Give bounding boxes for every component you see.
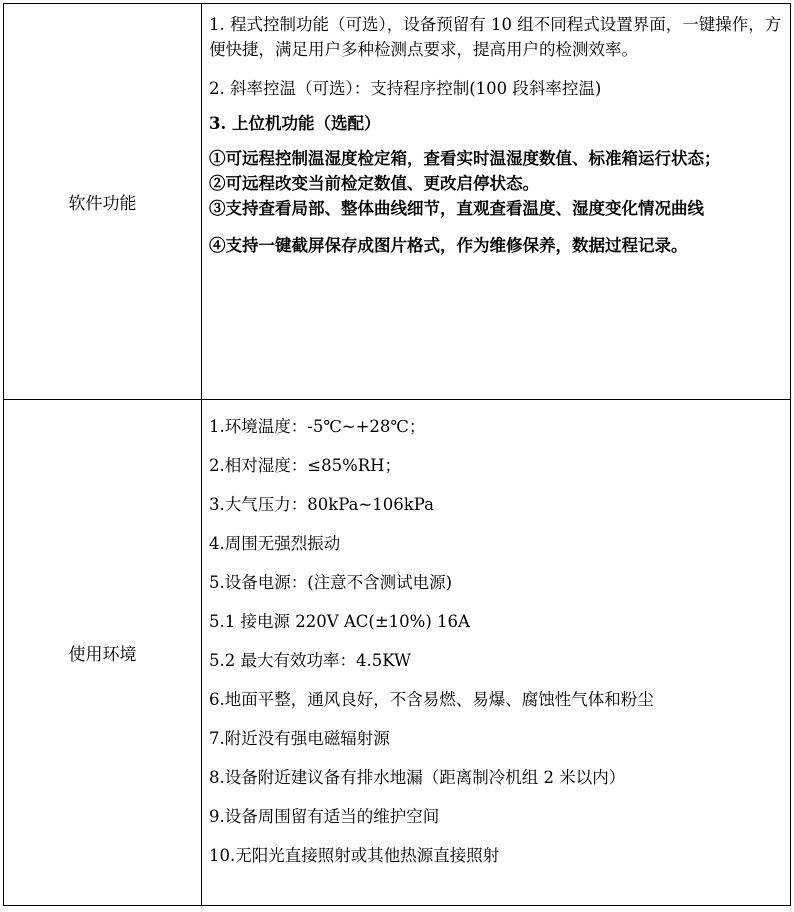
environment-item-max-power: 5.2 最大有效功率：4.5KW [209, 651, 411, 670]
software-item-slope-control: 2. 斜率控温（可选）：支持程序控制(100 段斜率控温) [209, 79, 602, 98]
software-item-curve-view: ③支持查看局部、整体曲线细节，直观查看温度、湿度变化情况曲线 [209, 199, 704, 218]
environment-item-humidity: 2.相对湿度：≤85%RH； [209, 456, 402, 475]
software-item-remote-control: ①可远程控制温湿度检定箱，查看实时温湿度数值、标准箱运行状态； [209, 149, 721, 168]
environment-item-ground: 6.地面平整，通风良好，不含易燃、易爆、腐蚀性气体和粉尘 [209, 690, 654, 709]
software-label: 软件功能 [4, 4, 202, 400]
environment-item-pressure: 3.大气压力：80kPa~106kPa [209, 495, 434, 514]
environment-row [4, 400, 791, 906]
software-item-host-function: 3. 上位机功能（选配） [209, 114, 381, 133]
environment-item-power-supply: 5.1 接电源 220V AC(±10%) 16A [209, 612, 470, 631]
environment-item-sunlight: 10.无阳光直接照射或其他热源直接照射 [209, 846, 500, 865]
environment-item-radiation: 7.附近没有强电磁辐射源 [209, 729, 390, 748]
environment-label: 使用环境 [4, 400, 202, 906]
software-content [202, 4, 791, 400]
software-item-remote-change: ②可远程改变当前检定数值、更改启停状态。 [209, 174, 539, 193]
software-row [4, 4, 791, 400]
software-item-program-control: 1. 程式控制功能（可选），设备预留有 10 组不同程式设置界面，一键操作，方便快捷，满足用户多种检测点要求，提高用户的检测效率。 [209, 15, 782, 59]
environment-item-temperature: 1.环境温度：-5℃~+28℃； [209, 417, 426, 436]
software-item-screenshot: ④支持一键截屏保存成图片格式，作为维修保养，数据过程记录。 [209, 236, 688, 255]
environment-item-drain: 8.设备附近建议备有排水地漏（距离制冷机组 2 米以内） [209, 768, 626, 787]
environment-content [202, 400, 791, 906]
spec-table [3, 3, 791, 906]
environment-item-vibration: 4.周围无强烈振动 [209, 534, 341, 553]
environment-item-maintenance-space: 9.设备周围留有适当的维护空间 [209, 807, 440, 826]
environment-item-power: 5.设备电源：(注意不含测试电源) [209, 573, 453, 592]
